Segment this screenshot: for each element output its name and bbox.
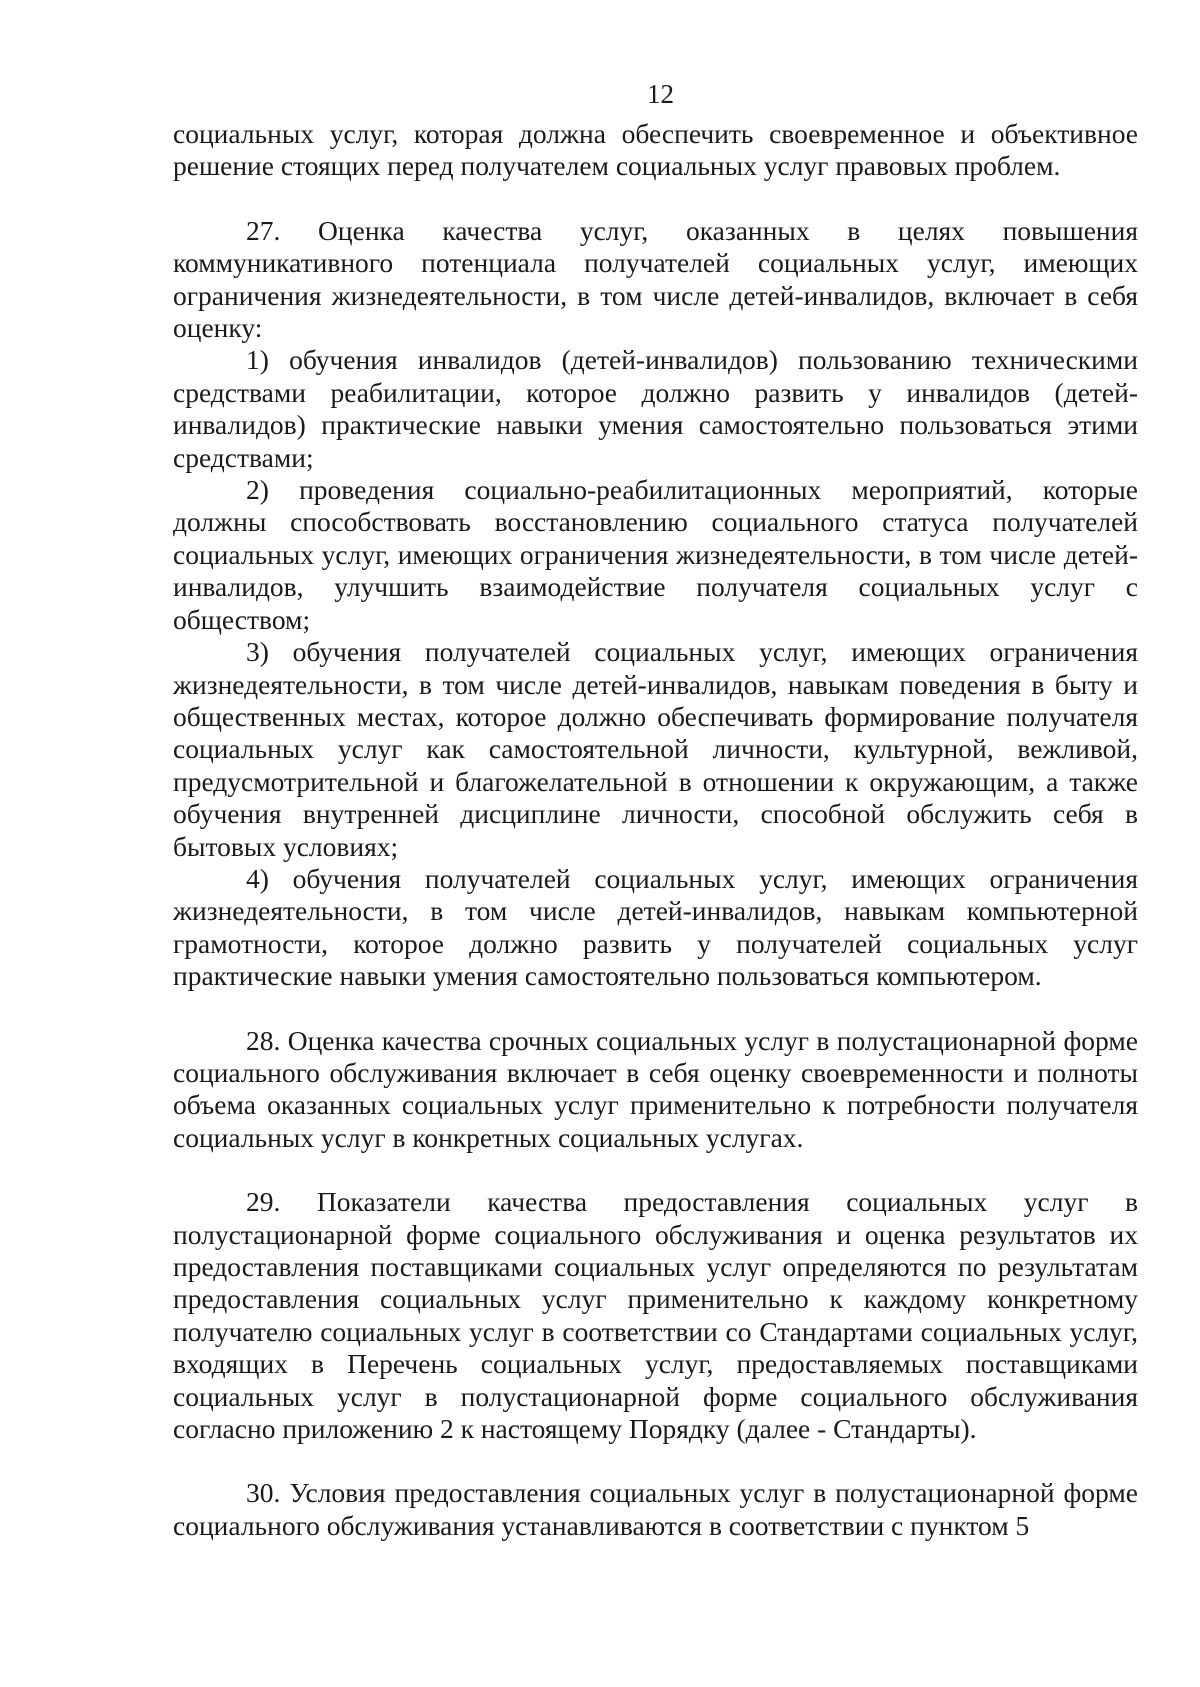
- paragraph-gap: [173, 1445, 1138, 1477]
- paragraph-gap: [173, 183, 1138, 215]
- paragraph-27-item-2: 2) проведения социально-реабилитационных мероприятий, которые должны способствовать восстановлению социального статуса получателей социальных услуг, имеющих ограничения жизнедеятельности, в том числе детей-инвалидов, улучшить взаимодействие получателя социальных услуг с обществом;: [173, 474, 1138, 635]
- paragraph-27-item-1: 1) обучения инвалидов (детей-инвалидов) пользованию техническими средствами реабилитации, которое должно развить у инвалидов (детей-инвалидов) практические навыки умения самостоятельно пользоваться этими средствами;: [173, 344, 1138, 473]
- paragraph-gap: [173, 993, 1138, 1025]
- paragraph-27: 27. Оценка качества услуг, оказанных в целях повышения коммуникативного потенциала получателей социальных услуг, имеющих ограничения жизнедеятельности, в том числе детей-инвалидов, включает в себя оценку:: [173, 214, 1138, 344]
- page-number: 12: [647, 79, 674, 109]
- paragraph-gap: [173, 1154, 1138, 1186]
- document-page: [173, 78, 1138, 1542]
- paragraph-27-item-4: 4) обучения получателей социальных услуг, имеющих ограничения жизнедеятельности, в том числе детей-инвалидов, навыкам компьютерной грамотности, которое должно развить у получателей социальных услуг практические навыки умения самостоятельно пользоваться компьютером.: [173, 862, 1138, 992]
- paragraph-29: 29. Показатели качества предоставления социальных услуг в полустационарной форме социального обслуживания и оценка результатов их предоставления поставщиками социальных услуг определяются по результатам предоставления социальных услуг применительно к каждому конкретному получателю социальных услуг в соответствии со Стандартами социальных услуг, входящих в Перечень социальных услуг, предоставляемых поставщиками социальных услуг в полустационарной форме социального обслуживания согласно приложению 2 к настоящему Порядку (далее - Стандарты).: [173, 1186, 1138, 1445]
- paragraph-28: 28. Оценка качества срочных социальных услуг в полустационарной форме социального обслуживания включает в себя оценку своевременности и полноты объема оказанных социальных услуг применительно к потребности получателя социальных услуг в конкретных социальных услугах.: [173, 1024, 1138, 1153]
- paragraph-30: 30. Условия предоставления социальных услуг в полустационарной форме социального обслуживания устанавливаются в соответствии с пунктом 5: [173, 1477, 1138, 1541]
- paragraph-continuation: социальных услуг, которая должна обеспечить своевременное и объективное решение стоящих перед получателем социальных услуг правовых проблем.: [173, 118, 1138, 182]
- paragraph-27-item-3: 3) обучения получателей социальных услуг, имеющих ограничения жизнедеятельности, в том числе детей-инвалидов, навыкам поведения в быту и общественных местах, которое должно обеспечивать формирование получателя социальных услуг как самостоятельной личности, культурной, вежливой, предусмотрительной и благожелательной в отношении к окружающим, а также обучения внутренней дисциплине личности, способной обслужить себя в бытовых условиях;: [173, 636, 1138, 862]
